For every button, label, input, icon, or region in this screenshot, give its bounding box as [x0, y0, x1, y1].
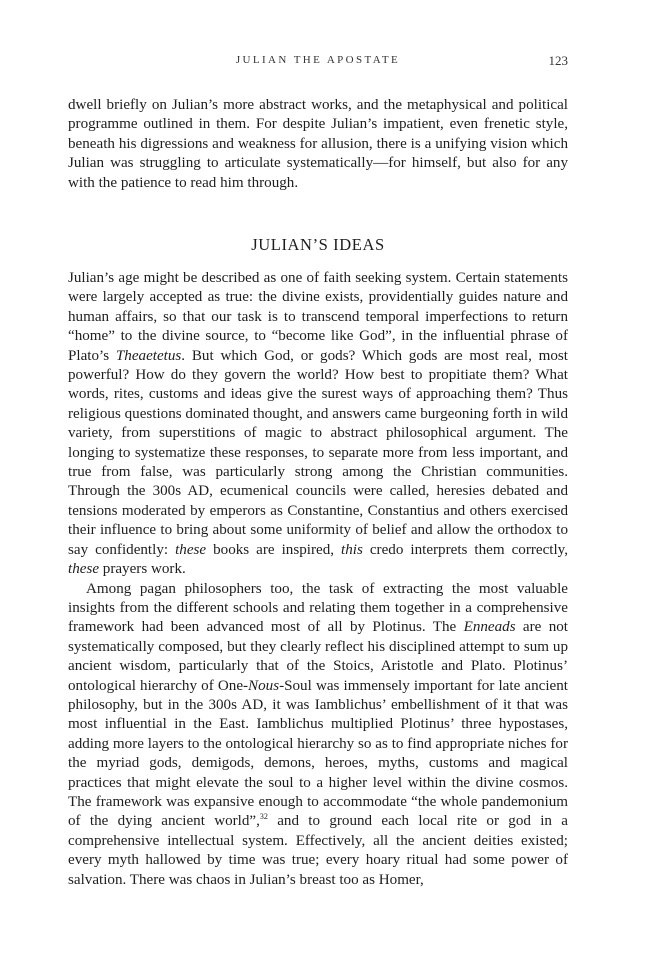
text-run: books are inspired,	[206, 541, 342, 558]
italic-emphasis: these	[68, 561, 100, 578]
text-run: Among pagan philosophers too, the task of extracting the most valuable insights from the different schools and relating them together in a comprehensive framework had been advanced most of all by Plotinus. The	[68, 580, 568, 636]
intro-paragraph-block	[68, 96, 568, 193]
section-body	[68, 269, 568, 890]
text-run: . But which God, or gods? Which gods are most real, most powerful? How do they govern the world? How best to propitiate them? What words, rites, customs and ideas give the surest ways of approaching them? Thus religious questions dominated thought, and answers came burgeoning forth in wild variety, from superstitions of magic to abstract philosophical argument. The longing to systematize these responses, to separate more from less important, and true from false, was particularly strong among the Christian communities. Through the 300s AD, ecumenical councils were called, heresies debated and tensions moderated by emperors as Constantine, Constantius and others exercised their influence to bring about some uniformity of belief and allow the orthodox to say confidently:	[68, 347, 568, 558]
text-run: credo interprets them correctly,	[362, 541, 569, 558]
intro-paragraph: dwell briefly on Julian’s more abstract works, and the metaphysical and political programme outlined in them. For despite Julian’s impatient, even frenetic style, beneath his digressions and weakness for allusion, there is a unifying vision which Julian was struggling to articulate systematically—for himself, but also for any with the patience to read him through.	[68, 97, 568, 191]
running-head-title: JULIAN THE APOSTATE	[235, 54, 401, 66]
running-head	[68, 54, 568, 72]
text-run: Julian’s age might be described as one of faith seeking system. Certain statements were largely accepted as true: the divine exists, providentially guides nature and human affairs, so that our task is to transcend temporal imperfections to return “home” to the divine source, to “become like God”, in the influential phrase of Plato’s	[68, 270, 568, 364]
text-run: are not systematically composed, but they clearly reflect his disciplined attempt to sum up ancient wisdom, particularly that of the Stoics, Aristotle and Plato. Plotinus’ ontological hierarchy of One-	[68, 619, 568, 694]
text-run: and to ground each local rite or god in a comprehensive intellectual system. Effectively, all the ancient deities existed; every myth hallowed by time was true; every hoary ritual had some power of salvation. There was chaos in Julian’s breast too as Homer,	[68, 813, 568, 888]
section-heading: JULIAN’S IDEAS	[251, 235, 385, 254]
paragraph-faith-seeking-system	[68, 269, 568, 580]
text-run: -Soul was immensely important for late ancient philosophy, but in the 300s AD, it was Iamblichus’ embellishment of it that was most influential in the East. Iamblichus multiplied Plotinus’ three hypostases, adding more layers to the ontological hierarchy so as to find appropriate niches for the myriad gods, demigods, demons, heroes, myths, customs and magical practices that might elevate the soul to a higher level within the divine cosmos. The framework was expansive enough to accommodate “the whole pandemonium of the dying ancient world”,	[68, 677, 568, 830]
page-number: 123	[548, 53, 568, 68]
footnote-marker[interactable]: 32	[259, 812, 268, 822]
text-run: prayers work.	[99, 561, 186, 578]
italic-emphasis: this	[341, 541, 363, 558]
italic-title-theaetetus: Theaetetus	[115, 347, 182, 364]
paragraph-pagan-philosophers	[68, 580, 568, 891]
italic-emphasis: these	[175, 541, 207, 558]
italic-term-nous: Nous	[248, 677, 280, 694]
italic-title-enneads: Enneads	[463, 619, 516, 636]
